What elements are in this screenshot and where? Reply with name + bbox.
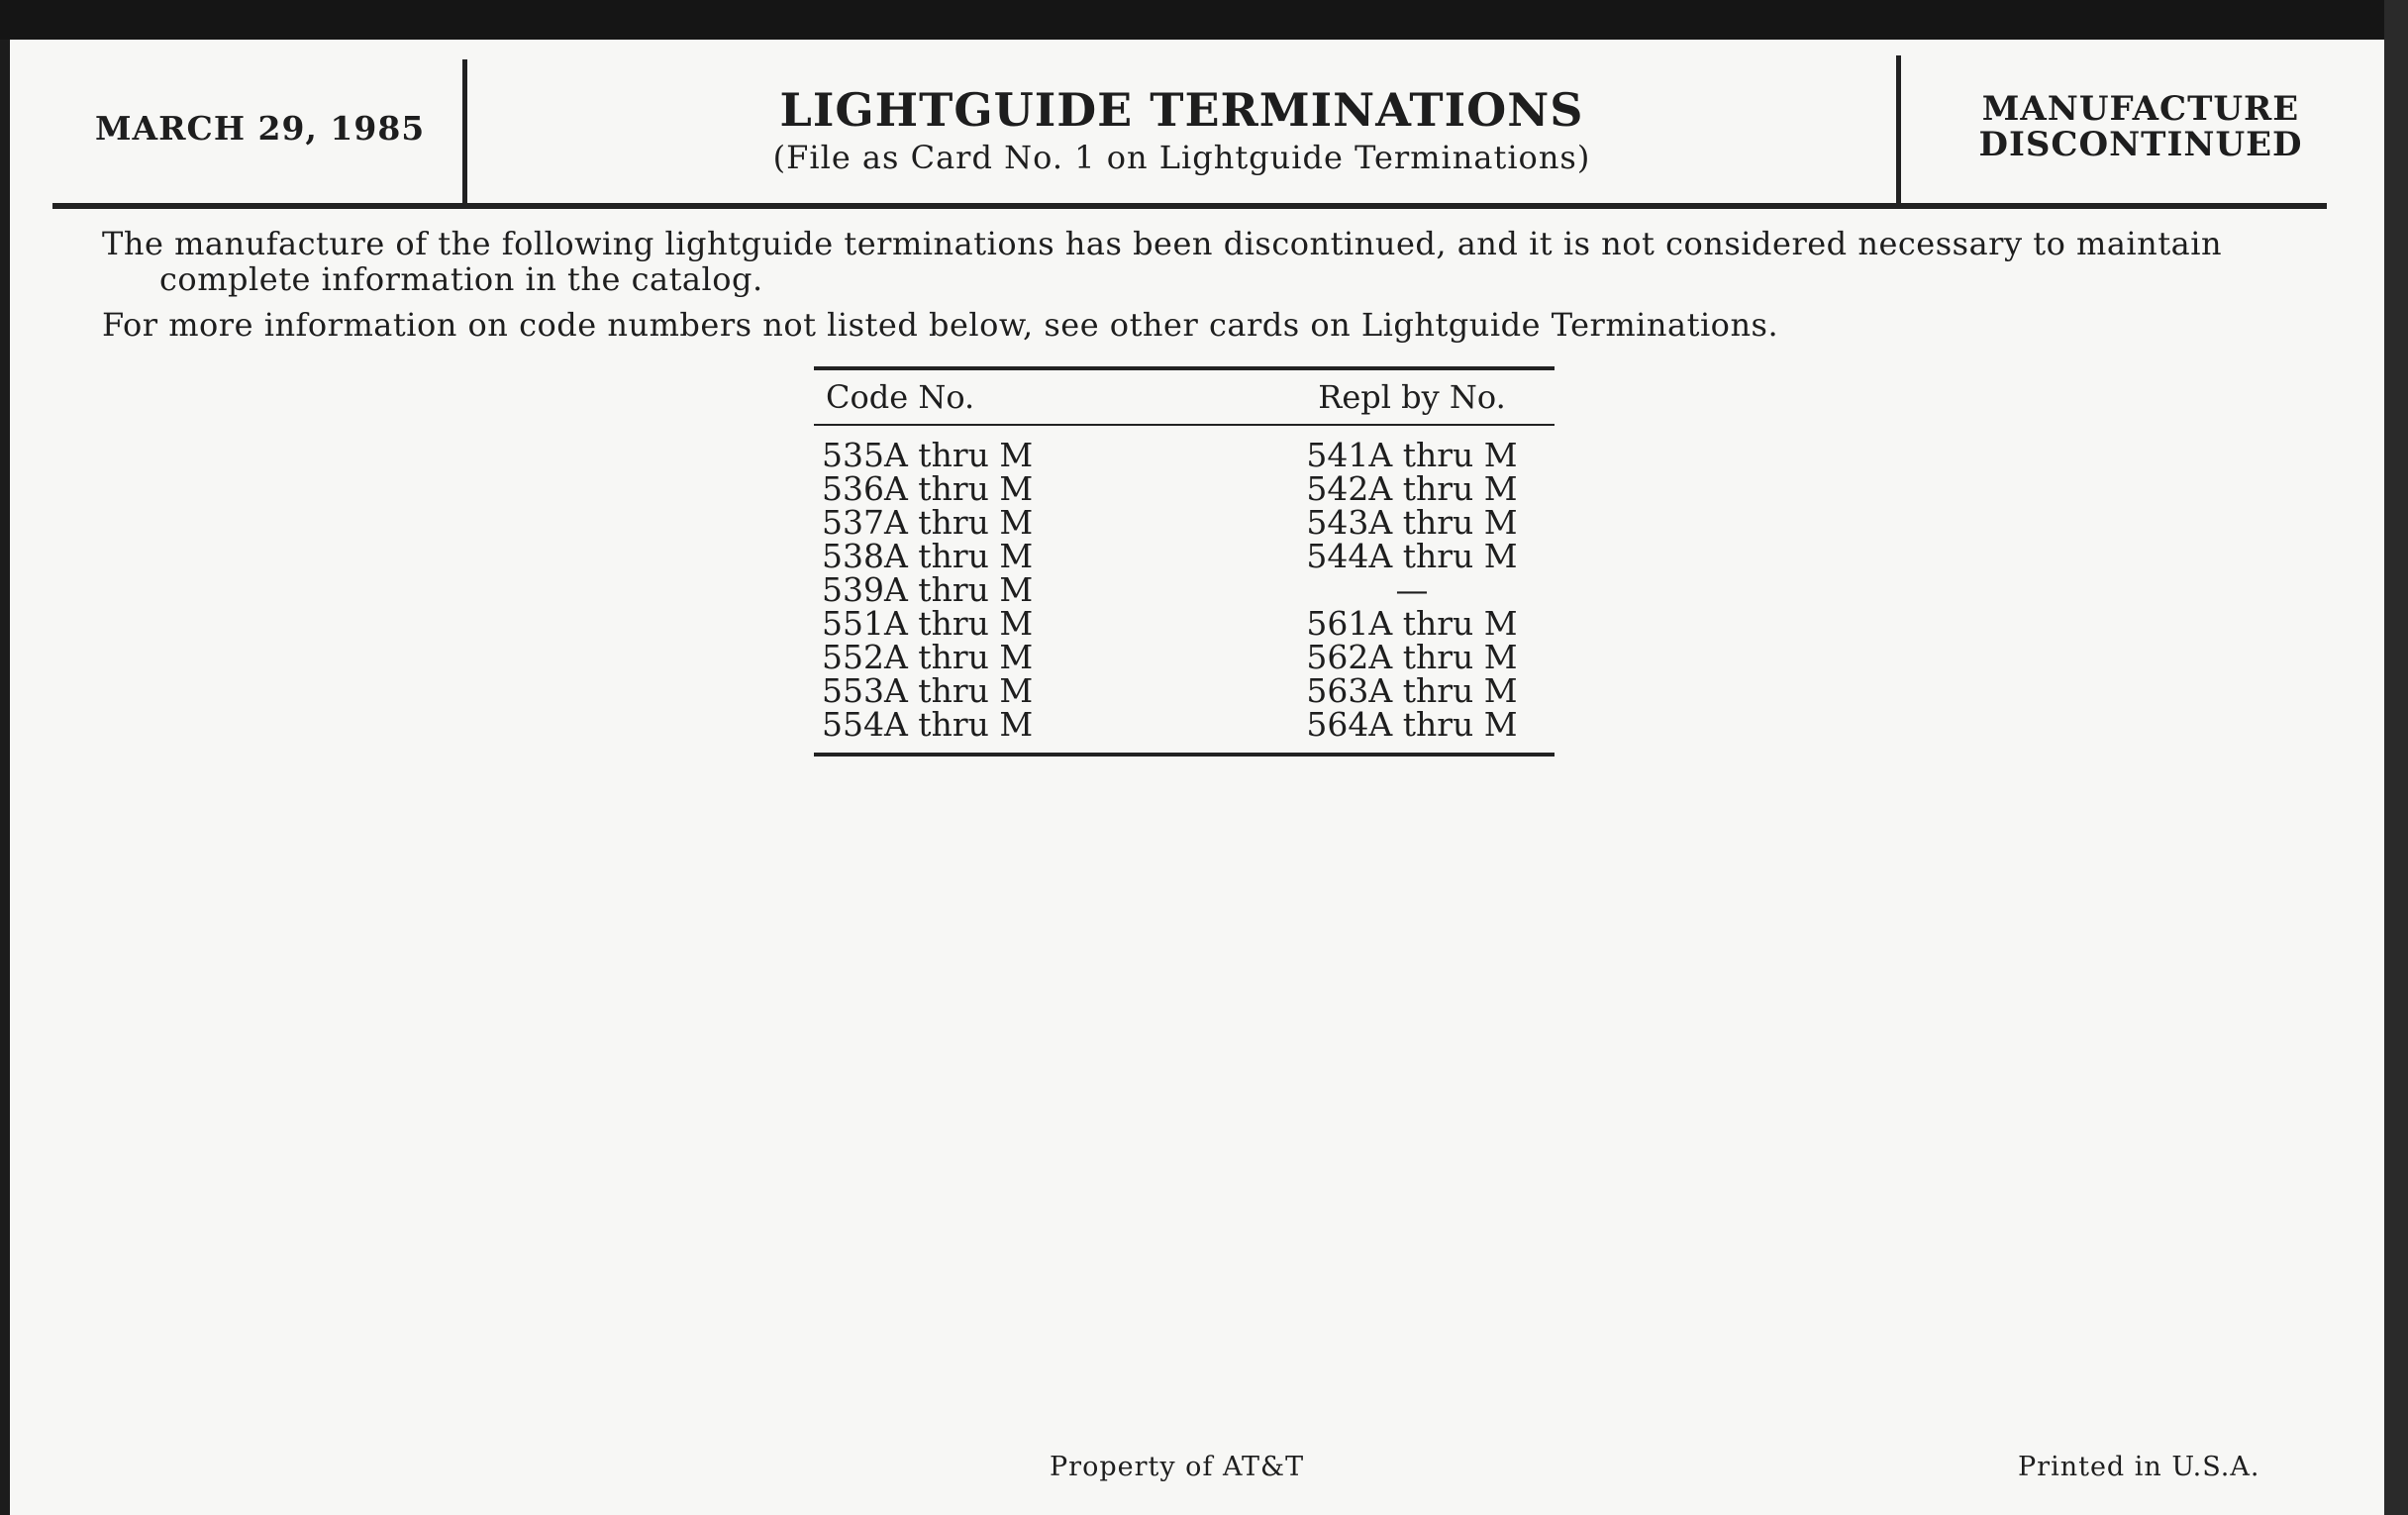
page-subtitle: (File as Card No. 1 on Lightguide Terminations)	[772, 139, 1591, 176]
code-cell: 539A thru M	[822, 569, 1034, 609]
printed-in-footer: Printed in U.S.A.	[2018, 1452, 2260, 1482]
code-cell: 553A thru M	[822, 670, 1034, 710]
status-line-2: DISCONTINUED	[1978, 125, 2303, 164]
table-row	[814, 704, 1555, 744]
table-row	[814, 569, 1555, 609]
table-row	[814, 435, 1555, 474]
replacement-cell: 564A thru M	[1306, 704, 1518, 744]
issue-date: MARCH 29, 1985	[95, 109, 426, 148]
table-row	[814, 603, 1555, 643]
replacement-cell: 543A thru M	[1306, 502, 1518, 542]
replacement-table	[814, 366, 1555, 757]
status-label	[1901, 91, 2380, 162]
replacement-cell: 562A thru M	[1306, 637, 1518, 676]
header-repl-by-no: Repl by No.	[1318, 378, 1506, 416]
more-info-notice: For more information on code numbers not listed below, see other cards on Lightguide Terminations.	[102, 306, 1779, 344]
notice-line-1: The manufacture of the following lightguide terminations has been discontinued, and it is not considered necessary to maintain	[102, 225, 2223, 262]
status-line-1: MANUFACTURE	[1981, 89, 2300, 129]
table-header	[814, 370, 1555, 424]
scan-right-edge	[2384, 0, 2408, 1515]
catalog-card	[10, 40, 2384, 1515]
replacement-cell: 561A thru M	[1306, 603, 1518, 643]
page-title: LIGHTGUIDE TERMINATIONS	[779, 83, 1584, 137]
code-cell: 554A thru M	[822, 704, 1034, 744]
code-cell: 535A thru M	[822, 435, 1034, 474]
replacement-cell: 541A thru M	[1306, 435, 1518, 474]
table-body	[814, 426, 1555, 753]
table-row	[814, 468, 1555, 508]
table-row	[814, 637, 1555, 676]
table-row	[814, 670, 1555, 710]
code-cell: 551A thru M	[822, 603, 1034, 643]
header-code-no: Code No.	[826, 378, 975, 416]
replacement-cell: 542A thru M	[1306, 468, 1518, 508]
code-cell: 537A thru M	[822, 502, 1034, 542]
replacement-cell: 544A thru M	[1306, 536, 1518, 575]
replacement-cell: —	[1395, 569, 1429, 609]
header-rule	[52, 203, 2327, 209]
code-cell: 552A thru M	[822, 637, 1034, 676]
scan-top-edge	[0, 0, 2408, 40]
code-cell: 536A thru M	[822, 468, 1034, 508]
replacement-cell: 563A thru M	[1306, 670, 1518, 710]
notice-line-2: complete information in the catalog.	[159, 260, 763, 298]
code-cell: 538A thru M	[822, 536, 1034, 575]
ownership-footer: Property of AT&T	[1050, 1452, 1305, 1482]
table-row	[814, 536, 1555, 575]
table-bottom-rule	[814, 753, 1555, 757]
discontinued-notice	[102, 226, 2330, 297]
table-row	[814, 502, 1555, 542]
